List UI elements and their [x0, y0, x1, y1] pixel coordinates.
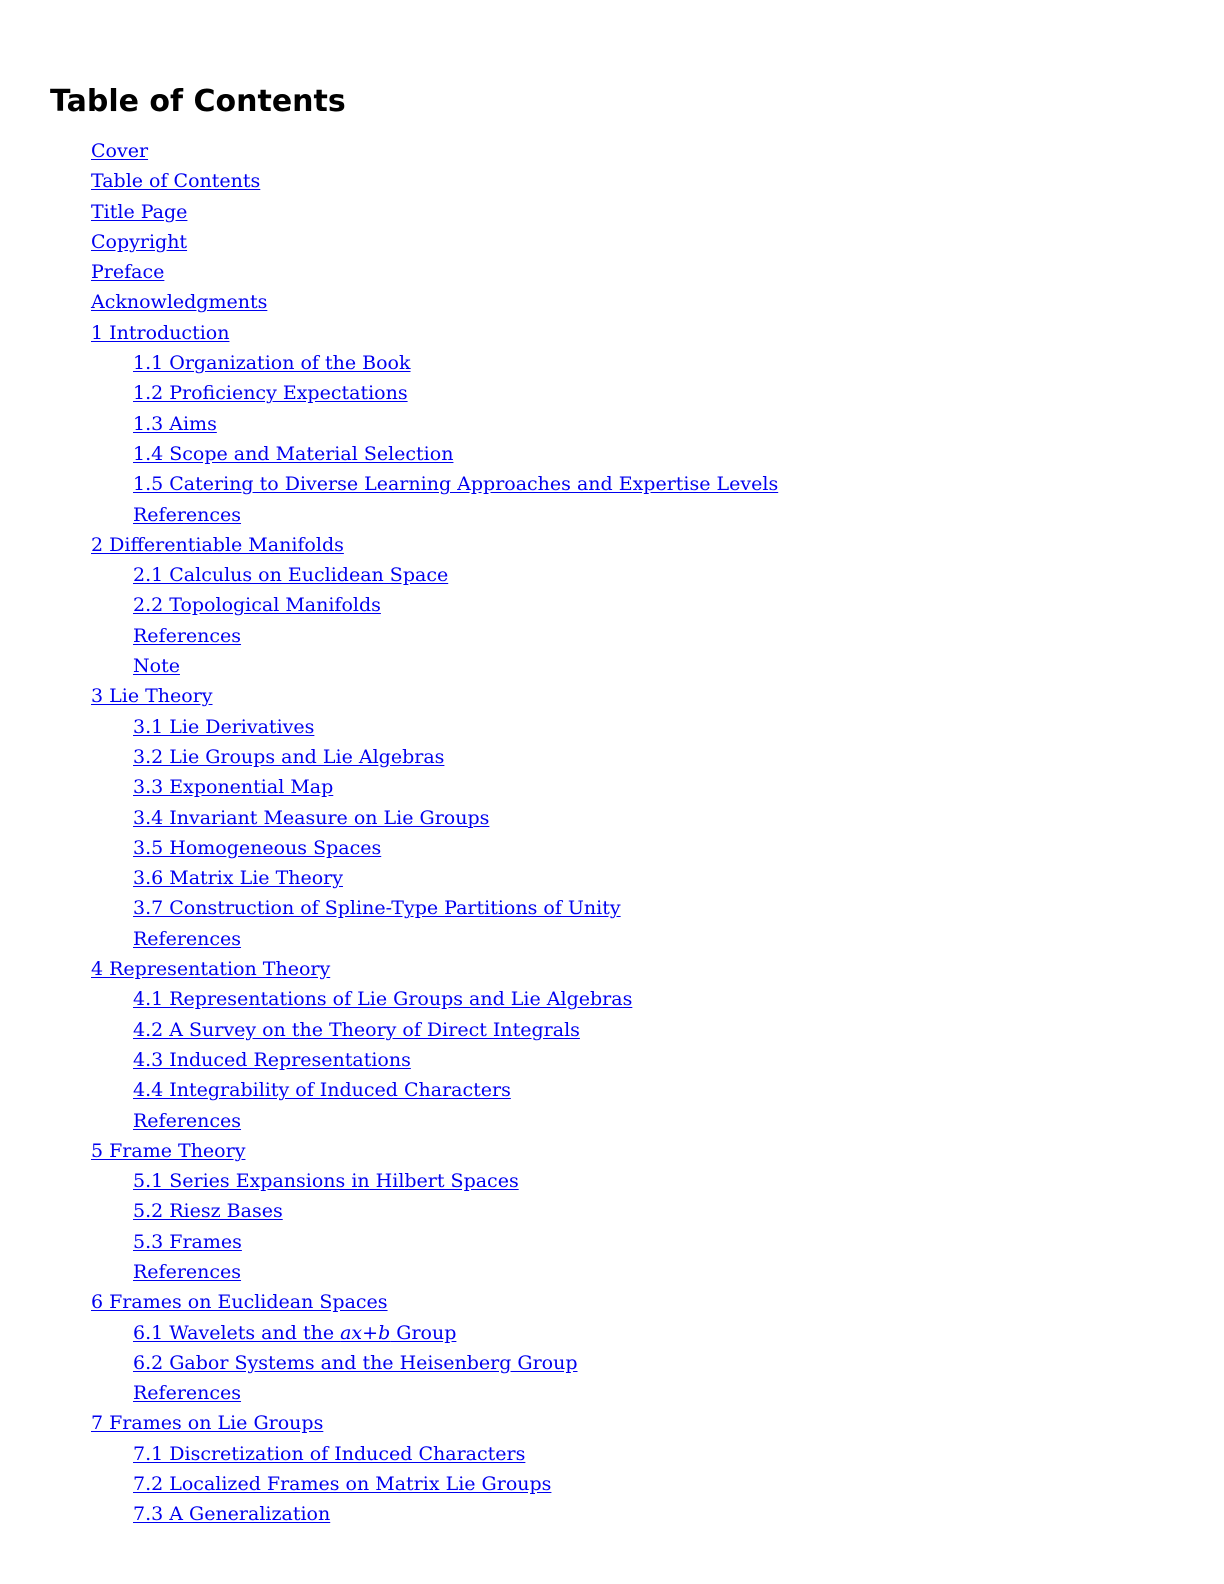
toc-entry — [0, 500, 778, 530]
toc-link[interactable]: 1.2 Proficiency Expectations — [133, 382, 408, 405]
toc-entry — [0, 1015, 778, 1045]
toc-entry — [0, 954, 778, 984]
table-of-contents-list — [0, 136, 778, 1530]
toc-link[interactable]: References — [133, 1260, 242, 1283]
toc-entry — [0, 560, 778, 590]
toc-link[interactable]: 4.1 Representations of Lie Groups and Lie Algebras — [133, 988, 633, 1011]
toc-link[interactable]: 7.3 A Generalization — [133, 1503, 331, 1526]
toc-link[interactable]: References — [133, 1109, 242, 1132]
toc-link[interactable]: 1.3 Aims — [133, 412, 217, 435]
toc-link[interactable]: Copyright — [91, 230, 188, 253]
toc-link[interactable]: Table of Contents — [91, 170, 261, 193]
toc-link[interactable]: 1 Introduction — [91, 321, 230, 344]
toc-entry — [0, 772, 778, 802]
toc-entry — [0, 409, 778, 439]
toc-entry — [0, 893, 778, 923]
toc-link[interactable]: Preface — [91, 261, 165, 284]
toc-link[interactable]: 5.2 Riesz Bases — [133, 1200, 283, 1223]
toc-entry — [0, 378, 778, 408]
toc-entry — [0, 1348, 778, 1378]
toc-entry — [0, 257, 778, 287]
toc-link[interactable]: 5.1 Series Expansions in Hilbert Spaces — [133, 1170, 519, 1193]
toc-entry — [0, 742, 778, 772]
toc-entry — [0, 287, 778, 317]
toc-link[interactable]: References — [133, 624, 242, 647]
toc-entry — [0, 863, 778, 893]
toc-entry — [0, 681, 778, 711]
toc-entry — [0, 1257, 778, 1287]
page-title: Table of Contents — [50, 84, 346, 119]
toc-entry — [0, 318, 778, 348]
toc-link[interactable]: 4 Representation Theory — [91, 958, 331, 981]
toc-entry — [0, 621, 778, 651]
toc-link-math: ax+b — [340, 1321, 391, 1344]
toc-link[interactable]: 6 Frames on Euclidean Spaces — [91, 1291, 388, 1314]
toc-entry — [0, 833, 778, 863]
toc-link[interactable]: 3.5 Homogeneous Spaces — [133, 836, 382, 859]
toc-link[interactable]: 3.7 Construction of Spline-Type Partitions of Unity — [133, 897, 621, 920]
toc-link[interactable] — [133, 1322, 456, 1344]
toc-entry — [0, 651, 778, 681]
toc-entry — [0, 1439, 778, 1469]
toc-link[interactable]: 3.2 Lie Groups and Lie Algebras — [133, 745, 445, 768]
toc-link[interactable]: 2 Differentiable Manifolds — [91, 533, 344, 556]
toc-link[interactable]: Acknowledgments — [91, 291, 268, 314]
toc-entry — [0, 1499, 778, 1529]
toc-entry — [0, 439, 778, 469]
toc-entry — [0, 136, 778, 166]
toc-link[interactable]: 3.3 Exponential Map — [133, 776, 334, 799]
toc-link[interactable]: 1.4 Scope and Material Selection — [133, 442, 454, 465]
toc-link[interactable]: 7.2 Localized Frames on Matrix Lie Groups — [133, 1473, 552, 1496]
toc-entry — [0, 924, 778, 954]
toc-link[interactable]: Title Page — [91, 200, 188, 223]
toc-entry — [0, 1287, 778, 1317]
toc-link[interactable]: References — [133, 503, 242, 526]
toc-entry — [0, 1227, 778, 1257]
toc-entry — [0, 803, 778, 833]
toc-entry — [0, 1106, 778, 1136]
toc-link[interactable]: 2.2 Topological Manifolds — [133, 594, 381, 617]
toc-link[interactable]: 7 Frames on Lie Groups — [91, 1412, 324, 1435]
toc-entry — [0, 1469, 778, 1499]
toc-entry — [0, 530, 778, 560]
toc-link[interactable]: References — [133, 927, 242, 950]
toc-entry — [0, 1166, 778, 1196]
toc-link[interactable]: 3.6 Matrix Lie Theory — [133, 867, 343, 890]
toc-link[interactable]: 5.3 Frames — [133, 1230, 242, 1253]
toc-link[interactable]: 1.5 Catering to Diverse Learning Approaches and Expertise Levels — [133, 473, 779, 496]
toc-link-text: 6.1 Wavelets and the — [133, 1321, 341, 1344]
toc-entry — [0, 166, 778, 196]
toc-entry — [0, 469, 778, 499]
toc-entry — [0, 1408, 778, 1438]
toc-link[interactable]: 4.2 A Survey on the Theory of Direct Integrals — [133, 1018, 580, 1041]
toc-link[interactable]: 4.3 Induced Representations — [133, 1048, 411, 1071]
toc-link[interactable]: 6.2 Gabor Systems and the Heisenberg Group — [133, 1351, 578, 1374]
toc-entry — [0, 984, 778, 1014]
toc-entry — [0, 197, 778, 227]
toc-link[interactable]: 2.1 Calculus on Euclidean Space — [133, 564, 449, 587]
toc-link[interactable]: 7.1 Discretization of Induced Characters — [133, 1442, 526, 1465]
toc-entry — [0, 348, 778, 378]
toc-entry — [0, 590, 778, 620]
toc-entry — [0, 227, 778, 257]
toc-entry — [0, 1196, 778, 1226]
toc-entry — [0, 1318, 778, 1348]
toc-link-text-suffix: Group — [390, 1321, 457, 1344]
toc-link[interactable]: Cover — [91, 140, 149, 162]
toc-link[interactable]: Note — [133, 655, 180, 678]
toc-link[interactable]: 3.1 Lie Derivatives — [133, 715, 315, 738]
toc-entry — [0, 1045, 778, 1075]
toc-entry — [0, 1378, 778, 1408]
toc-entry — [0, 1136, 778, 1166]
toc-link[interactable]: References — [133, 1382, 242, 1405]
toc-entry — [0, 1075, 778, 1105]
toc-entry — [0, 712, 778, 742]
toc-link[interactable]: 4.4 Integrability of Induced Characters — [133, 1079, 511, 1102]
toc-link[interactable]: 5 Frame Theory — [91, 1139, 246, 1162]
toc-link[interactable]: 1.1 Organization of the Book — [133, 352, 411, 375]
toc-link[interactable]: 3 Lie Theory — [91, 685, 213, 708]
toc-link[interactable]: 3.4 Invariant Measure on Lie Groups — [133, 806, 490, 829]
